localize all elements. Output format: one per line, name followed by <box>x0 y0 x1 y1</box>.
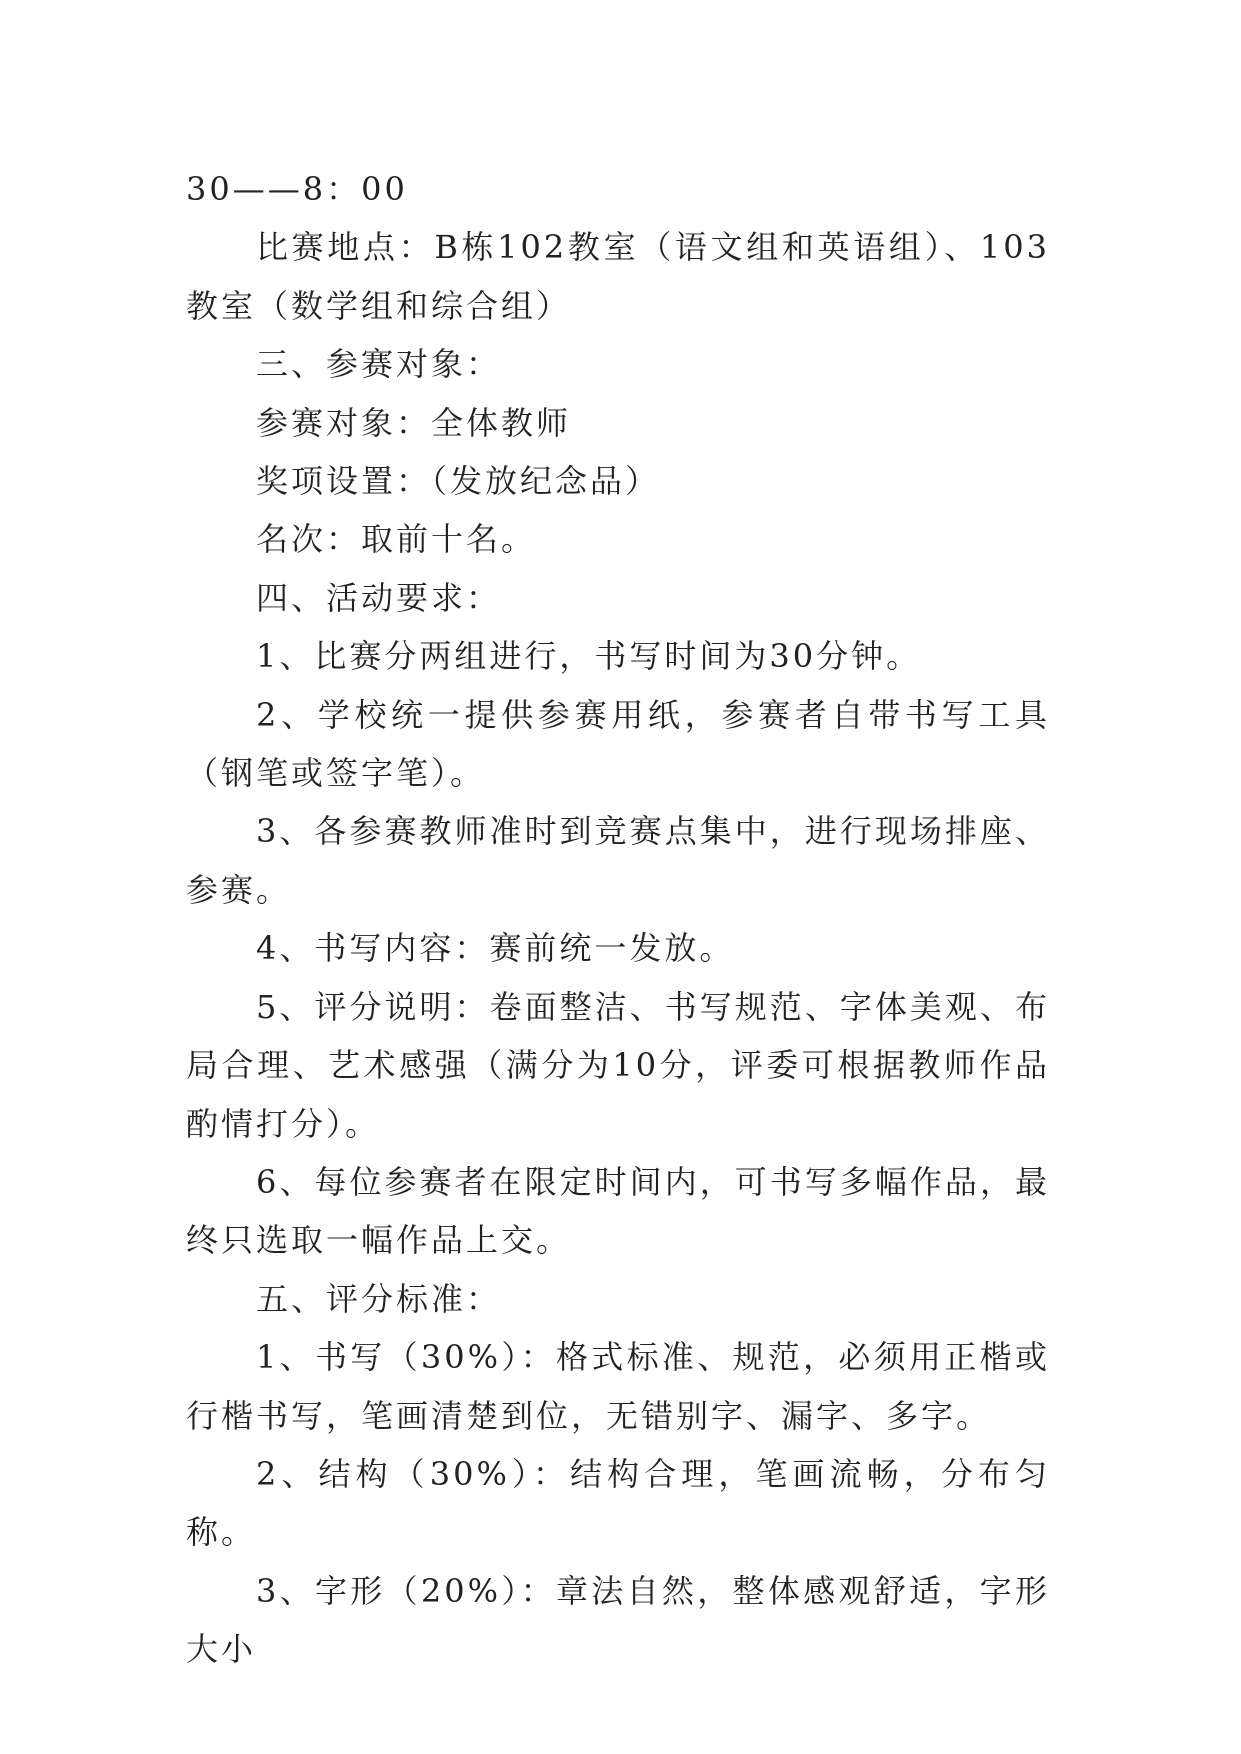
requirement-item-2: 2、学校统一提供参赛用纸，参赛者自带书写工具（钢笔或签字笔）。 <box>186 695 1050 793</box>
requirement-item-3: 3、各参赛教师准时到竞赛点集中，进行现场排座、参赛。 <box>186 812 1050 909</box>
paragraph-venue: 比赛地点：B栋102教室（语文组和英语组）、103教室（数学组和综合组） <box>186 228 1050 325</box>
paragraph-ranking: 名次：取前十名。 <box>256 520 537 559</box>
requirement-item-4: 4、书写内容：赛前统一发放。 <box>256 929 735 968</box>
requirement-item-6: 6、每位参赛者在限定时间内，可书写多幅作品，最终只选取一幅作品上交。 <box>186 1162 1050 1260</box>
scoring-item-1: 1、书写（30%）：格式标准、规范，必须用正楷或行楷书写，笔画清楚到位，无错别字、漏字、多字。 <box>186 1338 1050 1435</box>
scoring-item-2: 2、结构（30%）：结构合理，笔画流畅，分布匀称。 <box>186 1454 1050 1552</box>
section-heading-scoring: 五、评分标准： <box>256 1279 502 1318</box>
requirement-item-5: 5、评分说明：卷面整洁、书写规范、字体美观、布局合理、艺术感强（满分为10分，评委可根据教师作品酌情打分）。 <box>186 987 1050 1143</box>
paragraph-participants: 参赛对象：全体教师 <box>256 403 572 442</box>
paragraph-awards: 奖项设置：（发放纪念品） <box>256 462 661 501</box>
paragraph-time-continuation: 30——8：00 <box>186 170 408 208</box>
document-body <box>186 160 1050 1679</box>
section-heading-participants: 三、参赛对象： <box>256 345 502 384</box>
section-heading-requirements: 四、活动要求： <box>256 578 502 617</box>
scoring-item-3: 3、字形（20%）：章法自然，整体感观舒适，字形大小 <box>186 1571 1050 1669</box>
requirement-item-1: 1、比赛分两组进行，书写时间为30分钟。 <box>256 637 922 676</box>
